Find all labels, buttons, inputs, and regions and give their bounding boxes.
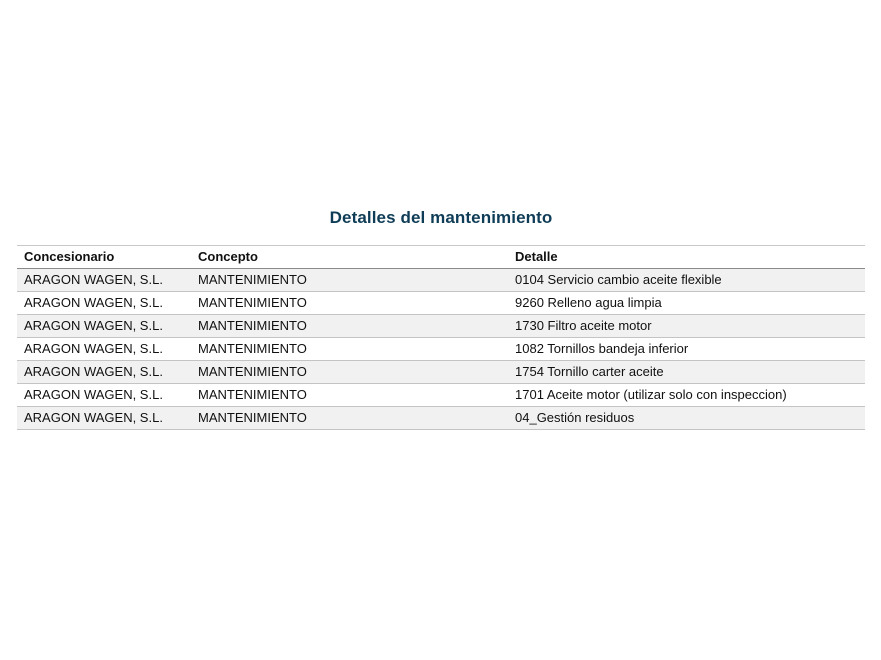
table-row — [17, 292, 865, 315]
cell-concept: MANTENIMIENTO — [198, 410, 307, 425]
cell-concept: MANTENIMIENTO — [198, 341, 307, 356]
section-title: Detalles del mantenimiento — [329, 208, 553, 227]
cell-dealer: ARAGON WAGEN, S.L. — [24, 295, 163, 310]
table-row — [17, 361, 865, 384]
column-header-dealer: Concesionario — [24, 249, 115, 264]
cell-dealer: ARAGON WAGEN, S.L. — [24, 387, 163, 402]
column-header-detail: Detalle — [515, 249, 558, 264]
column-header-concept: Concepto — [198, 249, 258, 264]
maintenance-details-section — [17, 204, 865, 430]
cell-dealer: ARAGON WAGEN, S.L. — [24, 410, 163, 425]
cell-concept: MANTENIMIENTO — [198, 318, 307, 333]
cell-detail: 9260 Relleno agua limpia — [515, 295, 662, 310]
table-header-row — [17, 246, 865, 269]
cell-concept: MANTENIMIENTO — [198, 387, 307, 402]
cell-detail: 1730 Filtro aceite motor — [515, 318, 652, 333]
table-row — [17, 407, 865, 430]
cell-detail: 04_Gestión residuos — [515, 410, 635, 425]
cell-dealer: ARAGON WAGEN, S.L. — [24, 318, 163, 333]
cell-concept: MANTENIMIENTO — [198, 272, 307, 287]
table-row — [17, 315, 865, 338]
table-row — [17, 338, 865, 361]
maintenance-table — [17, 245, 865, 430]
cell-dealer: ARAGON WAGEN, S.L. — [24, 364, 163, 379]
table-row — [17, 269, 865, 292]
cell-detail: 1701 Aceite motor (utilizar solo con inspeccion) — [515, 387, 787, 402]
cell-detail: 1754 Tornillo carter aceite — [515, 364, 664, 379]
cell-detail: 0104 Servicio cambio aceite flexible — [515, 272, 722, 287]
cell-concept: MANTENIMIENTO — [198, 364, 307, 379]
cell-dealer: ARAGON WAGEN, S.L. — [24, 341, 163, 356]
cell-detail: 1082 Tornillos bandeja inferior — [515, 341, 689, 356]
table-row — [17, 384, 865, 407]
cell-dealer: ARAGON WAGEN, S.L. — [24, 272, 163, 287]
cell-concept: MANTENIMIENTO — [198, 295, 307, 310]
